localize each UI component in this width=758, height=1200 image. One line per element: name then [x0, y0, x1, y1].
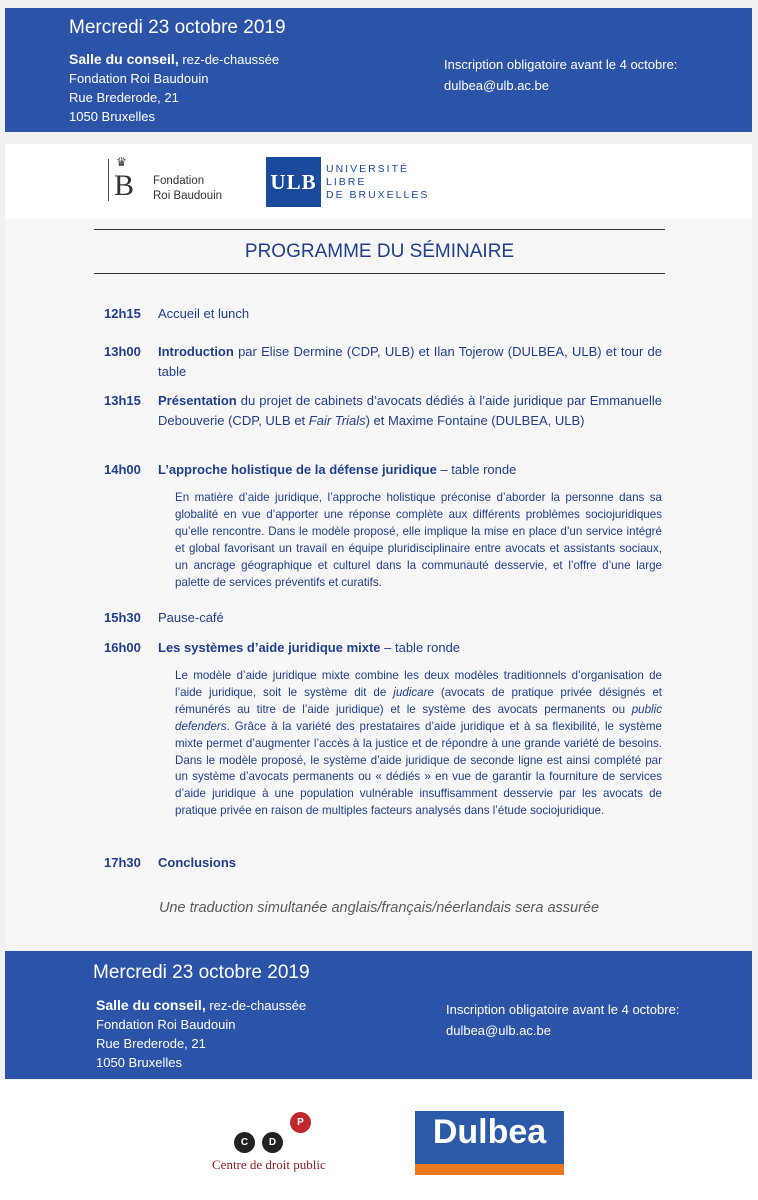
inscription-info [444, 54, 677, 96]
ulb-name-line: LIBRE [326, 176, 367, 188]
frb-name-line: Fondation [153, 175, 205, 187]
schedule-time: 14h00 [104, 462, 141, 477]
schedule-item [158, 638, 662, 658]
inscription-text: Inscription obligatoire avant le 4 octobre: [444, 57, 678, 72]
footer-logos [0, 1080, 758, 1200]
room-floor: rez-de-chaussée [178, 52, 280, 67]
logo-divider [108, 159, 109, 201]
item-text: du projet de cabinets d’avocats dédiés à l’aide juridique par Emmanuelle Debouverie (CDP, ULB et [158, 393, 662, 428]
schedule-time: 13h00 [104, 344, 141, 359]
para-text: Le modèle d’aide juridique mixte combine les deux modèles traditionnels d’organisation de l’aide juridique, soit le système dit de [175, 669, 662, 699]
inscription-info [446, 999, 679, 1041]
schedule-item [158, 391, 662, 430]
item-heading: Présentation [158, 393, 237, 408]
schedule-item: Pause-café [158, 610, 224, 625]
address-line: Fondation Roi Baudouin [69, 71, 209, 86]
item-heading: Les systèmes d’aide juridique mixte [158, 640, 381, 655]
inscription-text: Inscription obligatoire avant le 4 octobre: [446, 1002, 680, 1017]
room-name: Salle du conseil, [96, 997, 206, 1013]
ulb-name-line: UNIVERSITÉ [326, 163, 410, 175]
translation-note: Une traduction simultanée anglais/français/néerlandais sera assurée [158, 900, 600, 916]
title-rule-bottom [94, 273, 665, 274]
header-band-bottom [5, 951, 752, 1079]
room-floor: rez-de-chaussée [205, 998, 307, 1013]
item-text: ) et Maxime Fontaine (DULBEA, ULB) [365, 412, 585, 428]
schedule-item [158, 342, 662, 381]
event-address [96, 996, 306, 1072]
item-heading: Introduction [158, 344, 234, 359]
item-heading: Conclusions [158, 855, 237, 870]
fondation-roi-baudouin-logo [108, 155, 233, 205]
dulbea-bar [415, 1164, 564, 1175]
para-italic: public defenders [175, 702, 662, 733]
cdp-name: Centre de droit public [212, 1157, 326, 1172]
ulb-name [326, 163, 429, 202]
room-name: Salle du conseil, [69, 51, 179, 67]
cdp-dot: C [234, 1132, 255, 1153]
schedule-time: 16h00 [104, 640, 141, 655]
event-address [69, 50, 279, 126]
cdp-dot: D [262, 1132, 283, 1153]
address-line: Rue Brederode, 21 [69, 90, 179, 105]
event-date: Mercredi 23 octobre 2019 [93, 962, 310, 983]
schedule-time: 15h30 [104, 610, 141, 625]
frb-monogram: B [114, 169, 135, 202]
title-rule-top [94, 229, 665, 230]
para-text: (avocats de pratique privée désignés et rémunérés au titre de l’aide juridique) et le système des avocats permanents ou [175, 685, 662, 716]
ulb-logo-mark: ULB [266, 157, 321, 207]
para-text: . Grâce à la variété des prestataires d’aide juridique et à sa flexibilité, le système mixte permet d’augmenter l’accès à la justice et de répondre à une grande variété de besoins. Dans le modèle proposé, le système d’aide juridique de seconde ligne est ainsi complété par un système d’avocats permanents ou « dédiés » en vue de garantir la fourniture de services d’aide juridique à une population vulnérable insuffisamment desservie par les avocats de pratique privée en raison de multiples facteurs analysés dans l’étude sociojuridique. [175, 719, 662, 818]
frb-name [153, 174, 222, 204]
header-band-top [5, 8, 752, 132]
address-line: Rue Brederode, 21 [96, 1036, 206, 1051]
item-text: – table ronde [436, 462, 517, 477]
programme-title: PROGRAMME DU SÉMINAIRE [244, 241, 515, 262]
schedule-time: 13h15 [104, 393, 141, 408]
inscription-email[interactable]: dulbea@ulb.ac.be [444, 78, 549, 93]
item-description: En matière d’aide juridique, l’approche holistique préconise d’aborder la personne dans sa globalité en vue d’apporter une réponse complète aux différents problèmes sociojuridiques qu’elle rencontre. Dans le modèle proposé, elle implique la mise en place d’un service intégré et global favorisant un travail en équipe pluridisciplinaire entre avocats et assistants sociaux, un ancrage géographique et culturel dans la communauté desservie, et l’offre d’une large palette de services préventifs et curatifs. [175, 491, 662, 589]
address-line: Fondation Roi Baudouin [96, 1017, 236, 1032]
crown-icon: ♛ [116, 155, 127, 169]
item-italic: Fair Trials [308, 412, 366, 428]
para-italic: judicare [393, 685, 434, 699]
ulb-name-line: DE BRUXELLES [326, 189, 430, 201]
frb-name-line: Roi Baudouin [153, 190, 223, 202]
schedule-time: 17h30 [104, 855, 141, 870]
event-date: Mercredi 23 octobre 2019 [69, 17, 286, 38]
item-description [175, 668, 662, 820]
item-heading: L’approche holistique de la défense juridique [158, 462, 437, 477]
item-text: par Elise Dermine (CDP, ULB) et Ilan Tojerow (DULBEA, ULB) et tour de table [158, 344, 662, 379]
dulbea-name: Dulbea [432, 1113, 547, 1151]
schedule-item [158, 853, 662, 873]
schedule-item [158, 460, 662, 480]
schedule-item: Accueil et lunch [158, 306, 250, 321]
address-line: 1050 Bruxelles [69, 109, 155, 124]
inscription-email[interactable]: dulbea@ulb.ac.be [446, 1023, 551, 1038]
address-line: 1050 Bruxelles [96, 1055, 182, 1070]
cdp-dot: P [290, 1112, 311, 1133]
schedule-time: 12h15 [104, 306, 141, 321]
cdp-logo [212, 1108, 342, 1178]
item-text: – table ronde [380, 640, 461, 655]
dulbea-logo [415, 1111, 564, 1175]
